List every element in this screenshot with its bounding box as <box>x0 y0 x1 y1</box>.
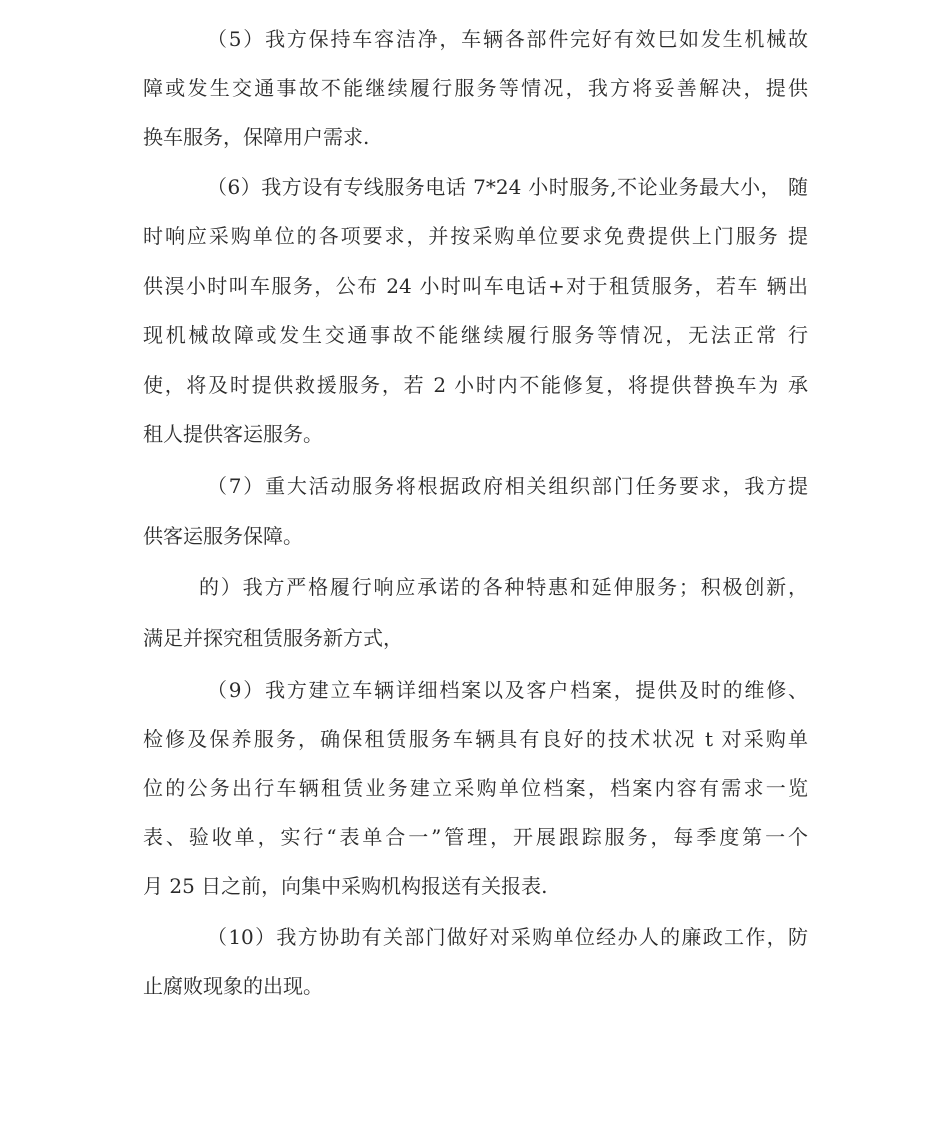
paragraph-8-line-1: 的）我方严格履行响应承诺的各种特惠和延伸服务；积极创新， <box>199 575 808 599</box>
paragraph-9-line-3: 位的公务出行车辆租赁业务建立采购单位档案，档案内容有需求一览 <box>143 776 808 800</box>
paragraph-6-line-2: 时响应采购单位的各项要求，并按采购单位要求免费提供上门服务 提 <box>143 224 808 248</box>
paragraph-9-line-2: 检修及保养服务，确保租赁服务车辆具有良好的技术状况 t 对采购单 <box>143 727 808 751</box>
paragraph-10-line-2: 止腐败现象的出现。 <box>143 974 323 998</box>
paragraph-7-line-1: （7）重大活动服务将根据政府相关组织部门任务要求，我方提 <box>207 474 808 498</box>
paragraph-9-line-1: （9）我方建立车辆详细档案以及客户档案，提供及时的维修、 <box>207 678 808 702</box>
paragraph-6-line-3: 供淏小时叫车服务，公布 24 小时叫车电话+对于租赁服务，若车 辆出 <box>143 274 808 298</box>
paragraph-6-line-5: 使，将及时提供救援服务，若 2 小时内不能修复，将提供替换车为 承 <box>143 373 808 397</box>
paragraph-6-line-4: 现机械故障或发生交通事故不能继续履行服务等情况，无法正常 行 <box>143 323 808 347</box>
paragraph-5-line-2: 障或发生交通事故不能继续履行服务等情况，我方将妥善解决，提供 <box>143 76 808 100</box>
paragraph-9-line-4: 表、验收单，实行“表单合一”管理，开展跟踪服务，每季度第一个 <box>143 825 808 849</box>
paragraph-6-line-1: （6）我方设有专线服务电话 7*24 小时服务,不论业务最大小， 随 <box>207 175 808 199</box>
paragraph-10-line-1: （10）我方协助有关部门做好对采购单位经办人的廉政工作，防 <box>207 925 808 949</box>
paragraph-5-line-1: （5）我方保持车容洁净，车辆各部件完好有效巳如发生机械故 <box>207 27 808 51</box>
paragraph-6-line-6: 租人提供客运服务。 <box>143 422 323 446</box>
paragraph-7-line-2: 供客运服务保障。 <box>143 524 303 548</box>
paragraph-9-line-5: 月 25 日之前，向集中采购机构报送有关报表. <box>143 874 548 898</box>
paragraph-8-line-2: 满足并探究租赁服务新方式， <box>143 626 403 650</box>
paragraph-5-line-3: 换车服务，保障用户需求. <box>143 125 370 149</box>
